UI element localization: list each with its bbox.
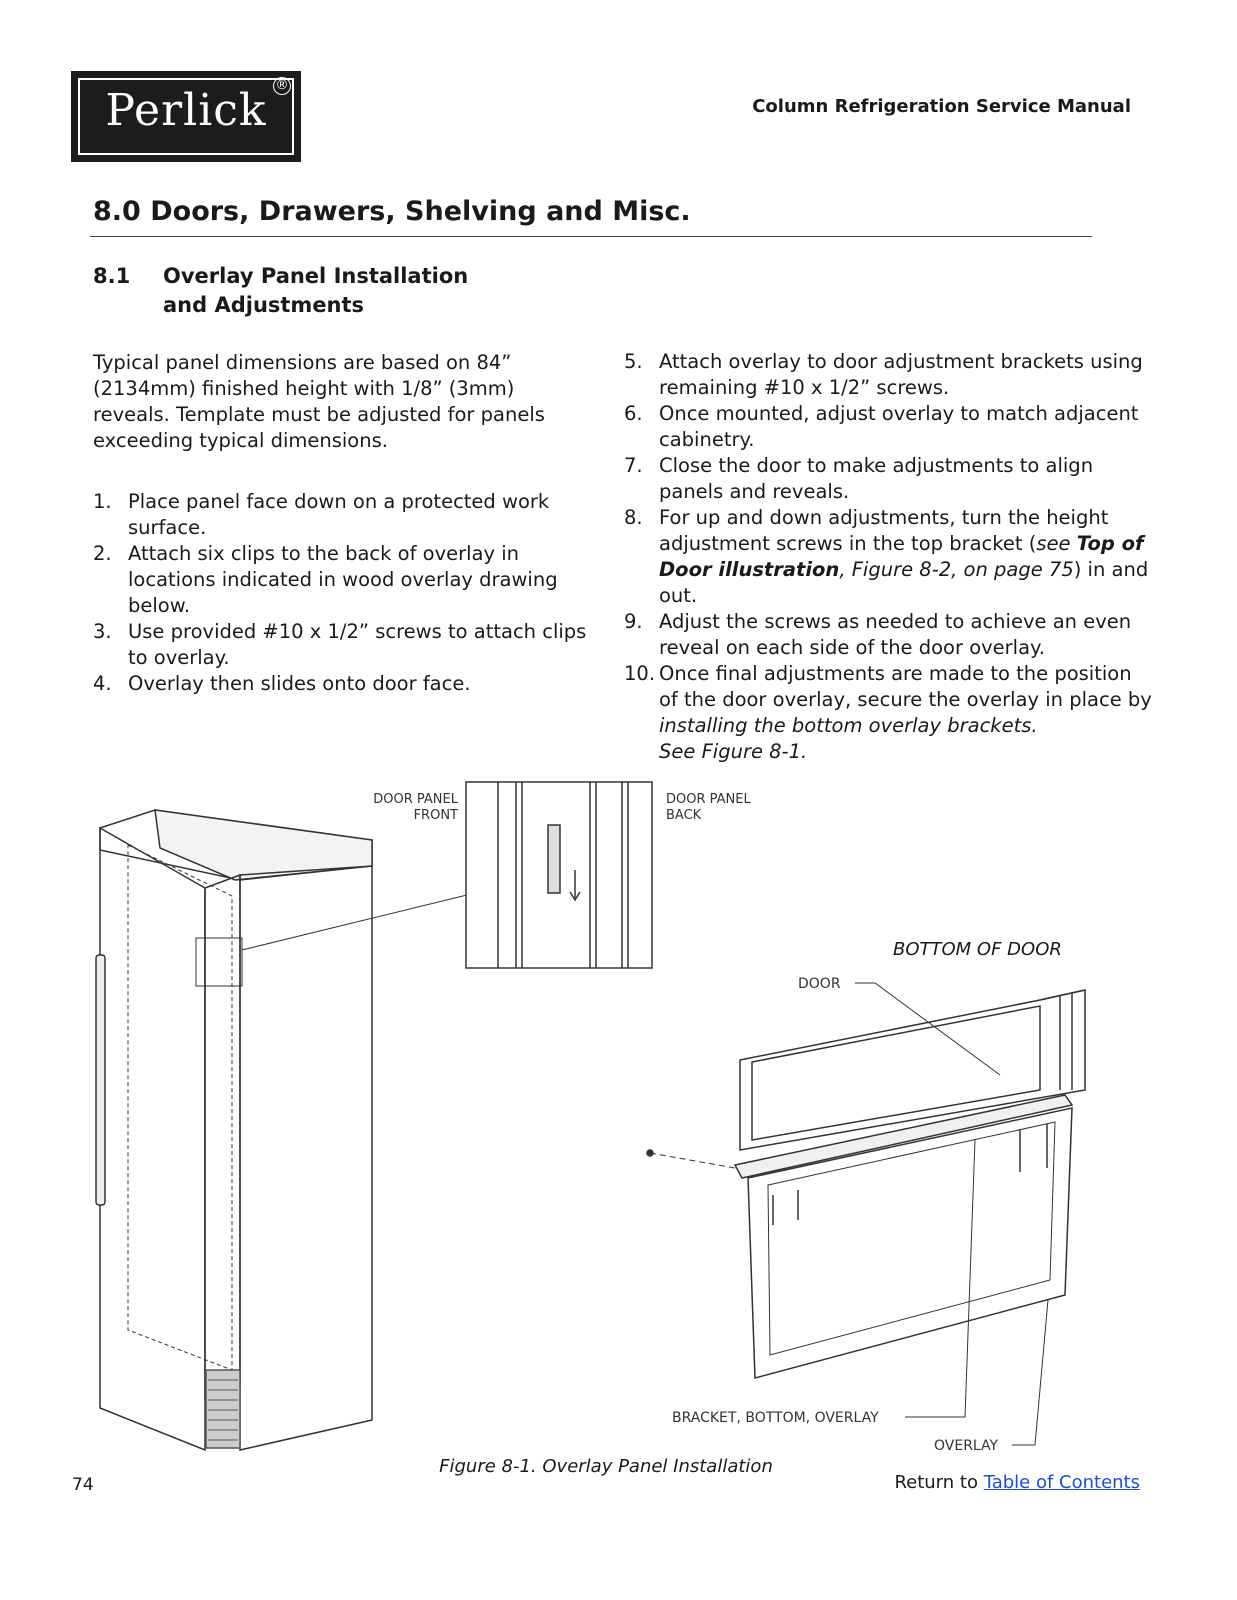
step-text: Once mounted, adjust overlay to match adjacent cabinetry. (659, 402, 1139, 451)
subsection-title-line1: Overlay Panel Installation (163, 264, 469, 288)
label-overlay: OVERLAY (934, 1438, 999, 1454)
steps-left (93, 489, 593, 697)
figure-reference: See Figure 8-1. (659, 740, 808, 763)
steps-right (624, 349, 1154, 765)
overlay-installation-figure (0, 770, 1237, 1460)
label-bracket-bottom-overlay: BRACKET, BOTTOM, OVERLAY (672, 1410, 879, 1426)
detail-callout-box (196, 938, 242, 986)
step-4 (93, 671, 593, 697)
logo-text: Perlick (105, 85, 267, 136)
cabinet-side (205, 875, 240, 1400)
perlick-logo (71, 71, 301, 162)
step-10 (624, 661, 1154, 765)
section-title: 8.0 Doors, Drawers, Shelving and Misc. (93, 196, 691, 227)
label-bottom-of-door: BOTTOM OF DOOR (893, 939, 1062, 960)
label-door-panel-back-2: BACK (666, 808, 702, 823)
step-number: 9. (624, 610, 643, 633)
bracket-leader (905, 1140, 975, 1417)
step-text: Overlay then slides onto door face. (128, 672, 471, 695)
cabinet-body (240, 866, 372, 1450)
step-3 (93, 619, 593, 671)
bottom-grille (206, 1370, 240, 1448)
step-8 (624, 505, 1154, 609)
step-number: 7. (624, 454, 643, 477)
door-leader (855, 983, 1000, 1075)
step-text: Use provided #10 x 1/2” screws to attach clips to overlay. (128, 620, 587, 669)
step-number: 10. (624, 662, 656, 685)
registered-mark: ® (273, 77, 291, 95)
step-text: Attach six clips to the back of overlay in locations indicated in wood overlay drawing below. (128, 542, 558, 617)
step-number: 5. (624, 350, 643, 373)
step-text: Once final adjustments are made to the position of the door overlay, secure the overlay in place by (659, 662, 1152, 711)
step-number: 6. (624, 402, 643, 425)
step-2 (93, 541, 593, 619)
step-text: Close the door to make adjustments to align panels and reveals. (659, 454, 1094, 503)
door-frame (740, 990, 1085, 1150)
table-of-contents-link[interactable]: Table of Contents (983, 1472, 1140, 1493)
step-text-italic: see (1036, 532, 1077, 555)
cross-reference: Top of Door illustration (659, 532, 1144, 581)
step-number: 8. (624, 506, 643, 529)
subsection-number: 8.1 (93, 264, 131, 288)
bottom-of-door-drawing (647, 983, 1085, 1445)
label-door-panel-front-2: FRONT (413, 808, 458, 823)
overlay-leader (1012, 1300, 1048, 1445)
return-to-toc (894, 1472, 1140, 1493)
return-prefix: Return to (894, 1472, 984, 1493)
label-door: DOOR (798, 976, 841, 992)
step-number: 1. (93, 490, 112, 513)
step-9 (624, 609, 1154, 661)
subsection-title-line2: and Adjustments (163, 293, 365, 317)
subsection-title (93, 262, 468, 320)
step-text: Adjust the screws as needed to achieve an even reveal on each side of the door overlay. (659, 610, 1132, 659)
step-number: 2. (93, 542, 112, 565)
step-5 (624, 349, 1154, 401)
clip-detail-inset (466, 782, 652, 968)
cross-reference-page: , Figure 8-2, on page 75 (839, 558, 1074, 581)
step-text: Attach overlay to door adjustment brackets using remaining #10 x 1/2” screws. (659, 350, 1143, 399)
label-door-panel-back-1: DOOR PANEL (666, 792, 751, 807)
label-door-panel-front-1: DOOR PANEL (373, 792, 458, 807)
step-6 (624, 401, 1154, 453)
step-text: For up and down adjustments, turn the height adjustment screws in the top bracket ( (659, 506, 1109, 555)
door-panel-face (100, 828, 205, 1450)
figure-caption: Figure 8-1. Overlay Panel Installation (439, 1456, 773, 1477)
step-7 (624, 453, 1154, 505)
step-text: ) in and out. (659, 558, 1149, 607)
refrigerator-drawing (96, 810, 467, 1450)
mounting-clip (548, 825, 560, 893)
step-text-italic: installing the bottom overlay brackets. (659, 714, 1038, 737)
page-number: 74 (72, 1475, 94, 1495)
door-handle (96, 955, 105, 1205)
overlay-panel (748, 1108, 1072, 1378)
manual-title: Column Refrigeration Service Manual (752, 96, 1131, 117)
bottom-bracket (735, 1095, 1072, 1178)
step-text: Place panel face down on a protected work surface. (128, 490, 550, 539)
intro-paragraph: Typical panel dimensions are based on 84” (2134mm) finished height with 1/8” (3mm) reveals. Template must be adjusted for panels exceeding typical dimensions. (93, 351, 545, 452)
section-divider (90, 236, 1092, 237)
step-number: 4. (93, 672, 112, 695)
step-number: 3. (93, 620, 112, 643)
step-1 (93, 489, 593, 541)
